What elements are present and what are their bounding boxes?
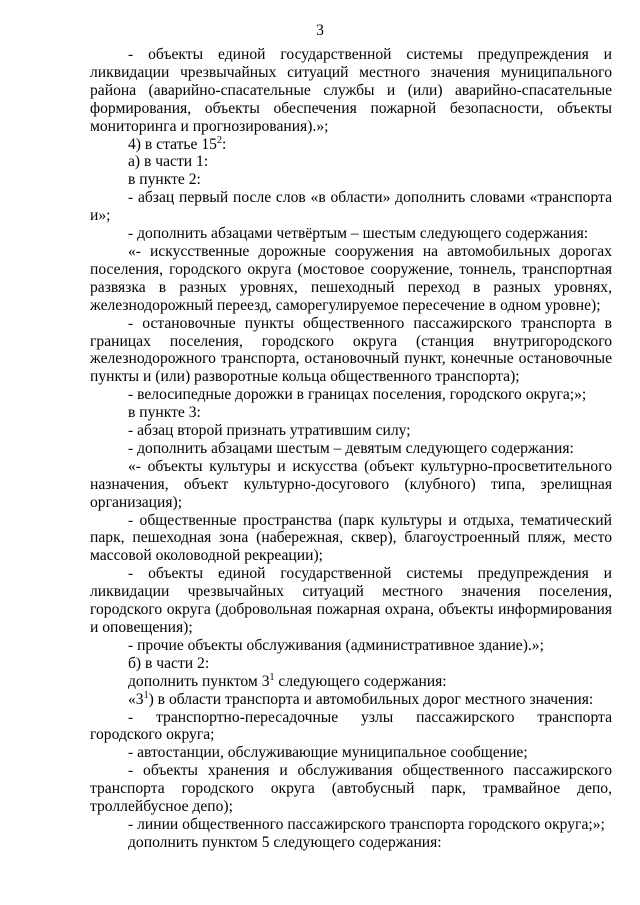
- superscript-2: 2: [216, 134, 222, 146]
- item-4-colon: :: [221, 135, 227, 153]
- paragraph-other-objects: - прочие объекты обслуживания (административное здание).»;: [128, 636, 544, 654]
- paragraph-emergency-objects-settlement: - объекты единой государственной системы предупреждения и ликвидации чрезвычайных ситуаций местного значения поселения, городского округа (добровольная пожарная охрана, объекты информирования и оповещения);: [90, 565, 612, 636]
- paragraph-add-point-5: дополнить пунктом 5 следующего содержания:: [128, 833, 442, 851]
- add-point-text: дополнить пунктом 3: [128, 672, 270, 690]
- paragraph-public-spaces: - общественные пространства (парк культуры и отдыха, тематический парк, пешеходная зона (набережная, сквер), благоустроенный пляж, место массовой околоводной рекреации);: [90, 511, 612, 565]
- paragraph-bus-stations: - автостанции, обслуживающие муниципальное сообщение;: [128, 744, 528, 762]
- point-3-1-open: «3: [128, 690, 144, 708]
- subitem-a-part-1: а) в части 1:: [128, 153, 209, 171]
- paragraph-add-6-9: - дополнить абзацами шестым – девятым следующего содержания:: [128, 439, 574, 457]
- point-3-heading: в пункте 3:: [128, 404, 201, 422]
- paragraph-transfer-hubs: - транспортно-пересадочные узлы пассажирского транспорта городского округа;: [90, 708, 612, 744]
- paragraph-depots: - объекты хранения и обслуживания общественного пассажирского транспорта городского округа (автобусный парк, трамвайное депо, троллейбусное депо);: [90, 762, 612, 816]
- paragraph-second-void: - абзац второй признать утратившим силу;: [128, 422, 411, 440]
- paragraph-stops: - остановочные пункты общественного пассажирского транспорта в границах поселения, городского округа (станция внутригородского железнодорожного транспорта, остановочный пункт, конечные остановочные пункты и (или) разворотные кольца общественного транспорта);: [90, 314, 612, 386]
- page-number: 3: [316, 22, 324, 39]
- add-point-suffix: следующего содержания:: [274, 672, 447, 690]
- document-body: [90, 46, 612, 852]
- item-4-article-15-2: [90, 136, 612, 154]
- paragraph-add-point-3-1: [90, 673, 612, 691]
- point-3-1-text: ) в области транспорта и автомобильных дорог местного значения:: [148, 690, 594, 708]
- paragraph-culture-objects: «- объекты культуры и искусства (объект культурно-просветительного назначения, объект культурно-досугового (клубного) типа, зрелищная организация);: [90, 457, 612, 511]
- paragraph-add-4-6: - дополнить абзацами четвёртым – шестым следующего содержания:: [128, 225, 589, 243]
- paragraph-transit-lines: - линии общественного пассажирского транспорта городского округа;»;: [128, 815, 605, 833]
- point-2-heading: в пункте 2:: [128, 171, 201, 189]
- subitem-b-part-2: б) в части 2:: [128, 654, 210, 672]
- paragraph-bike-paths: - велосипедные дорожки в границах поселения, городского округа;»;: [128, 386, 587, 404]
- item-4-text: 4) в статье 15: [128, 135, 217, 153]
- paragraph-first-amendment: - абзац первый после слов «в области» дополнить словами «транспорта и»;: [90, 189, 612, 225]
- superscript-1-b: 1: [143, 689, 149, 701]
- point-3-1-heading: [90, 691, 612, 709]
- paragraph-emergency-objects-district: - объекты единой государственной системы предупреждения и ликвидации чрезвычайных ситуаций местного значения муниципального района (аварийно-спасательные службы и (или) аварийно-спасательные формирования, объекты обеспечения пожарной безопасности, объекты мониторинга и прогнозирования).»;: [90, 46, 612, 135]
- paragraph-road-structures: «- искусственные дорожные сооружения на автомобильных дорогах поселения, городского округа (мостовое сооружение, тоннель, транспортная развязка в разных уровнях, пешеходный переход в разных уровнях, железнодорожный переезд, саморегулируемое пересечение в одном уровне);: [90, 242, 612, 314]
- superscript-1: 1: [269, 671, 275, 683]
